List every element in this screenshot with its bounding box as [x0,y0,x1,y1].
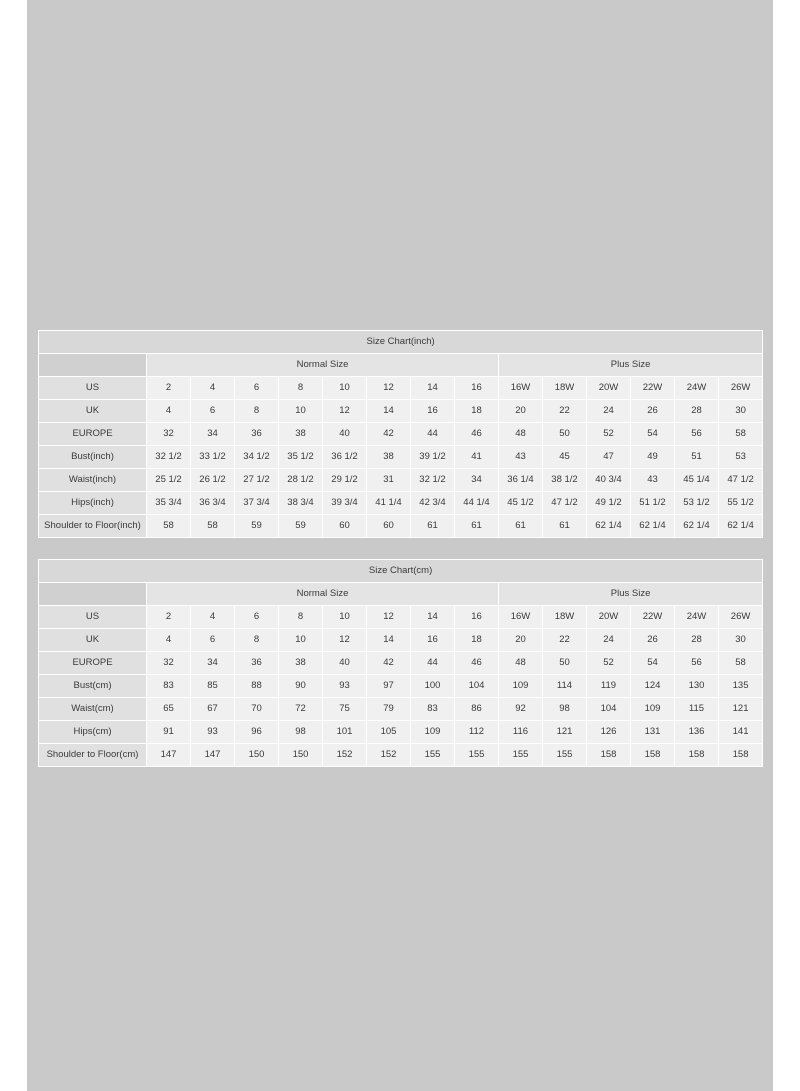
cell: 136 [675,721,719,744]
row-label-uk: UK [39,629,147,652]
cell: 26 [631,629,675,652]
cell: 26W [719,606,763,629]
cell: 8 [279,606,323,629]
cell: 27 1/2 [235,469,279,492]
cell: 35 3/4 [147,492,191,515]
cell: 45 1/4 [675,469,719,492]
table-row [39,744,763,767]
cell: 155 [411,744,455,767]
cell: 98 [543,698,587,721]
cell: 91 [147,721,191,744]
cell: 10 [279,629,323,652]
cell: 38 1/2 [543,469,587,492]
cell: 150 [279,744,323,767]
table-row-groups [39,354,763,377]
cell: 32 [147,652,191,675]
cell: 98 [279,721,323,744]
cell: 16W [499,606,543,629]
cell: 26W [719,377,763,400]
cell: 48 [499,652,543,675]
size-chart-cm-table [38,559,763,767]
row-label-europe: EUROPE [39,423,147,446]
cell: 25 1/2 [147,469,191,492]
cell: 43 [499,446,543,469]
table-row [39,629,763,652]
cell: 147 [147,744,191,767]
cell: 50 [543,652,587,675]
cell: 24 [587,629,631,652]
cell: 70 [235,698,279,721]
cell: 92 [499,698,543,721]
cell: 38 [279,423,323,446]
cell: 62 1/4 [631,515,675,538]
cell: 12 [367,606,411,629]
cell: 32 1/2 [147,446,191,469]
cell: 40 [323,423,367,446]
cell: 36 3/4 [191,492,235,515]
cell: 93 [191,721,235,744]
cell: 26 [631,400,675,423]
cell: 83 [147,675,191,698]
cell: 104 [587,698,631,721]
table-row [39,492,763,515]
cell: 38 [279,652,323,675]
size-chart-cm [38,559,762,767]
row-label-bust: Bust(inch) [39,446,147,469]
cell: 34 [191,423,235,446]
table-row-title [39,331,763,354]
cell: 60 [367,515,411,538]
cell: 10 [279,400,323,423]
cell: 158 [675,744,719,767]
cell: 32 1/2 [411,469,455,492]
cell: 39 3/4 [323,492,367,515]
cell: 38 [367,446,411,469]
row-label-us: US [39,606,147,629]
cell: 65 [147,698,191,721]
cell: 29 1/2 [323,469,367,492]
cell: 16 [411,400,455,423]
row-label-uk: UK [39,400,147,423]
cell: 42 [367,652,411,675]
cell: 20 [499,400,543,423]
cell: 26 1/2 [191,469,235,492]
cell: 44 1/4 [455,492,499,515]
table-row [39,400,763,423]
cell: 54 [631,652,675,675]
cell: 115 [675,698,719,721]
cell: 93 [323,675,367,698]
cell: 39 1/2 [411,446,455,469]
cell: 10 [323,377,367,400]
table-row-groups [39,583,763,606]
cell: 158 [587,744,631,767]
cell: 8 [235,629,279,652]
cell: 28 [675,629,719,652]
cell: 34 1/2 [235,446,279,469]
cell: 141 [719,721,763,744]
cell: 83 [411,698,455,721]
row-label-shoulder-to-floor: Shoulder to Floor(inch) [39,515,147,538]
cell: 42 [367,423,411,446]
cell: 24 [587,400,631,423]
table-row [39,652,763,675]
cell: 158 [631,744,675,767]
table-row [39,698,763,721]
cell: 43 [631,469,675,492]
cell: 28 [675,400,719,423]
cell: 62 1/4 [675,515,719,538]
cell: 114 [543,675,587,698]
table-row [39,675,763,698]
cell: 58 [191,515,235,538]
cell: 41 1/4 [367,492,411,515]
table-row [39,469,763,492]
cell: 18 [455,400,499,423]
table-row-title [39,560,763,583]
group-header-plus-inch: Plus Size [499,354,763,377]
table-row [39,423,763,446]
cell: 131 [631,721,675,744]
cell: 59 [235,515,279,538]
cell: 41 [455,446,499,469]
cell: 85 [191,675,235,698]
cell: 36 [235,423,279,446]
cell: 58 [147,515,191,538]
cell: 101 [323,721,367,744]
cell: 32 [147,423,191,446]
cell: 59 [279,515,323,538]
row-label-shoulder-to-floor: Shoulder to Floor(cm) [39,744,147,767]
cell: 4 [147,629,191,652]
cell: 12 [323,400,367,423]
background-panel [27,0,773,1091]
cell: 35 1/2 [279,446,323,469]
cell: 58 [719,423,763,446]
cell: 18 [455,629,499,652]
cell: 24W [675,377,719,400]
group-header-normal-inch: Normal Size [147,354,499,377]
size-chart-inch-table [38,330,763,538]
cell: 54 [631,423,675,446]
cell: 46 [455,423,499,446]
cell: 56 [675,652,719,675]
cell: 97 [367,675,411,698]
cell: 45 1/2 [499,492,543,515]
cell: 10 [323,606,367,629]
cell: 96 [235,721,279,744]
cell: 2 [147,606,191,629]
group-header-plus-cm: Plus Size [499,583,763,606]
cell: 67 [191,698,235,721]
cell: 18W [543,606,587,629]
cell: 51 [675,446,719,469]
cell: 38 3/4 [279,492,323,515]
row-label-hips: Hips(cm) [39,721,147,744]
cell: 14 [367,400,411,423]
table-row [39,721,763,744]
cell: 22 [543,400,587,423]
cell: 12 [367,377,411,400]
cell: 40 [323,652,367,675]
cell: 61 [455,515,499,538]
cell: 147 [191,744,235,767]
cell: 4 [191,377,235,400]
row-label-waist: Waist(cm) [39,698,147,721]
cell: 28 1/2 [279,469,323,492]
cell: 37 3/4 [235,492,279,515]
cell: 152 [367,744,411,767]
cell: 20 [499,629,543,652]
cell: 20W [587,606,631,629]
cell: 30 [719,400,763,423]
table-row [39,446,763,469]
cell: 4 [191,606,235,629]
cell: 61 [499,515,543,538]
cell: 104 [455,675,499,698]
cell: 155 [455,744,499,767]
cell: 121 [543,721,587,744]
cell: 6 [235,377,279,400]
cell: 8 [279,377,323,400]
row-label-us: US [39,377,147,400]
table-row [39,515,763,538]
cell: 47 1/2 [719,469,763,492]
cell: 8 [235,400,279,423]
cell: 2 [147,377,191,400]
cell: 53 1/2 [675,492,719,515]
cell: 150 [235,744,279,767]
row-label-europe: EUROPE [39,652,147,675]
cell: 119 [587,675,631,698]
cell: 6 [235,606,279,629]
corner-cell [39,583,147,606]
cell: 155 [499,744,543,767]
cell: 53 [719,446,763,469]
cell: 109 [499,675,543,698]
table-row [39,606,763,629]
cell: 46 [455,652,499,675]
cell: 24W [675,606,719,629]
cell: 62 1/4 [719,515,763,538]
cell: 48 [499,423,543,446]
cell: 6 [191,629,235,652]
cell: 72 [279,698,323,721]
cell: 22W [631,377,675,400]
cell: 4 [147,400,191,423]
cell: 14 [411,606,455,629]
cell: 44 [411,423,455,446]
cell: 34 [455,469,499,492]
cell: 130 [675,675,719,698]
cell: 31 [367,469,411,492]
cell: 135 [719,675,763,698]
cell: 6 [191,400,235,423]
cell: 16 [455,377,499,400]
cell: 155 [543,744,587,767]
cell: 18W [543,377,587,400]
cell: 14 [411,377,455,400]
table-row [39,377,763,400]
cell: 36 1/2 [323,446,367,469]
cell: 124 [631,675,675,698]
cell: 112 [455,721,499,744]
chart-title-cm: Size Chart(cm) [39,560,763,583]
cell: 52 [587,423,631,446]
cell: 158 [719,744,763,767]
cell: 61 [543,515,587,538]
cell: 121 [719,698,763,721]
cell: 126 [587,721,631,744]
cell: 14 [367,629,411,652]
cell: 55 1/2 [719,492,763,515]
cell: 49 [631,446,675,469]
cell: 152 [323,744,367,767]
cell: 109 [631,698,675,721]
cell: 88 [235,675,279,698]
cell: 20W [587,377,631,400]
cell: 22 [543,629,587,652]
cell: 58 [719,652,763,675]
cell: 86 [455,698,499,721]
cell: 42 3/4 [411,492,455,515]
cell: 16 [411,629,455,652]
cell: 49 1/2 [587,492,631,515]
cell: 109 [411,721,455,744]
row-label-bust: Bust(cm) [39,675,147,698]
cell: 116 [499,721,543,744]
cell: 16W [499,377,543,400]
cell: 62 1/4 [587,515,631,538]
cell: 60 [323,515,367,538]
cell: 51 1/2 [631,492,675,515]
cell: 36 [235,652,279,675]
cell: 105 [367,721,411,744]
cell: 52 [587,652,631,675]
size-chart-inch [38,330,762,538]
group-header-normal-cm: Normal Size [147,583,499,606]
cell: 79 [367,698,411,721]
cell: 36 1/4 [499,469,543,492]
chart-title-inch: Size Chart(inch) [39,331,763,354]
corner-cell [39,354,147,377]
cell: 61 [411,515,455,538]
cell: 34 [191,652,235,675]
cell: 47 [587,446,631,469]
cell: 22W [631,606,675,629]
cell: 47 1/2 [543,492,587,515]
cell: 16 [455,606,499,629]
cell: 45 [543,446,587,469]
cell: 90 [279,675,323,698]
cell: 56 [675,423,719,446]
cell: 12 [323,629,367,652]
cell: 30 [719,629,763,652]
cell: 50 [543,423,587,446]
cell: 100 [411,675,455,698]
cell: 75 [323,698,367,721]
row-label-hips: Hips(inch) [39,492,147,515]
cell: 33 1/2 [191,446,235,469]
cell: 44 [411,652,455,675]
cell: 40 3/4 [587,469,631,492]
row-label-waist: Waist(inch) [39,469,147,492]
